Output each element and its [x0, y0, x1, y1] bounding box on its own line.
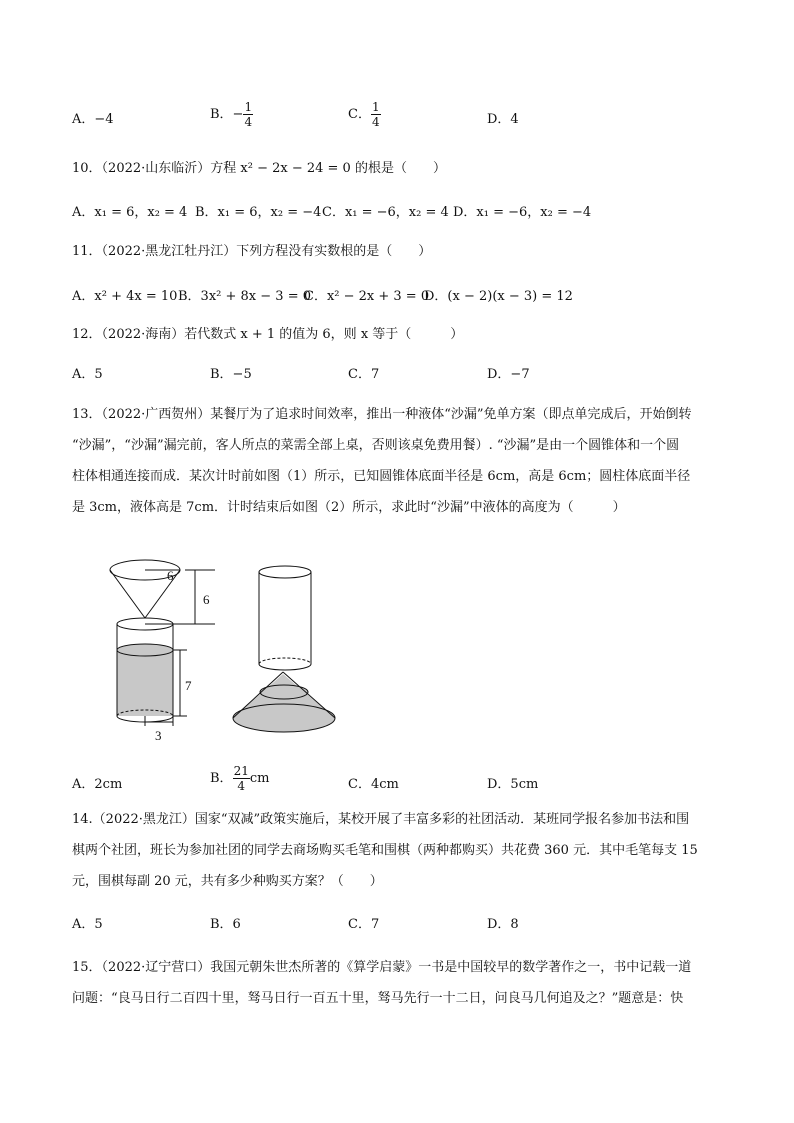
- liquid-height-label: 7: [185, 678, 192, 693]
- q14-line: 14.（2022·黑龙江）国家“双减”政策实施后，某校开展了丰富多彩的社团活动．某班同学报名参加书法和围: [72, 812, 690, 827]
- q13-line: “沙漏”，“沙漏”漏完前，客人所点的菜需全部上桌，否则该桌免费用餐）. “沙漏”是由一个圆锥体和一个圆: [72, 438, 680, 453]
- q9-b-denominator: 4: [244, 115, 253, 129]
- q13-line: 柱体相通连接而成．某次计时前如图（1）所示，已知圆锥体底面半径是 6cm，高是 6cm；圆柱体底面半径: [72, 469, 691, 484]
- q10-stem: 10．（2022·山东临沂）方程 x² − 2x − 24 = 0 的根是（ ）: [72, 161, 446, 176]
- q13-b-denominator: 4: [237, 779, 246, 793]
- q15-stem: [72, 956, 722, 1018]
- q12-stem: 12．（2022·海南）若代数式 x + 1 的值为 6，则 x 等于（ ）: [72, 327, 464, 342]
- liquid-surface: [117, 644, 173, 656]
- q13-option-d: D．5cm: [487, 777, 539, 792]
- q13-option-b-prefix: B．: [210, 771, 233, 786]
- cylinder-liquid: [117, 650, 173, 716]
- fig2-cylinder-bottom-front: [259, 664, 311, 670]
- q14-option-b: B．6: [210, 917, 241, 932]
- q12-option-d: D．−7: [487, 367, 530, 382]
- q14-option-a: A．5: [72, 917, 103, 932]
- q11-option-d: D．(x − 2)(x − 3) = 12: [424, 289, 573, 304]
- q12-option-b: B．−5: [210, 367, 252, 382]
- cone-left-edge: [110, 570, 145, 618]
- q10-option-a: A．x₁ = 6，x₂ = 4: [72, 205, 188, 220]
- q13-option-b-fraction: [233, 764, 250, 793]
- q12-option-a: A．5: [72, 367, 103, 382]
- q14-stem: [72, 808, 722, 901]
- q13-option-c: C．4cm: [348, 777, 399, 792]
- q15-line: 问题：“良马日行二百四十里，驽马日行一百五十里，驽马先行一十二日，问良马几何追及之？”题意是：快: [72, 991, 684, 1006]
- q9-b-numerator: 1: [244, 100, 253, 114]
- q9-option-a: A．−4: [72, 112, 114, 127]
- q9-option-c-fraction: [371, 100, 381, 129]
- q12-option-c: C．7: [348, 367, 380, 382]
- q13-line: 13．（2022·广西贺州）某餐厅为了追求时间效率，推出一种液体“沙漏”免单方案（即点单完成后，开始倒转: [72, 407, 692, 422]
- q14-option-d: D．8: [487, 917, 519, 932]
- q13-b-numerator: 21: [233, 764, 249, 778]
- cone-right-edge: [145, 570, 180, 618]
- q15-line: 15．（2022·辽宁营口）我国元朝朱世杰所著的《算学启蒙》一书是中国较早的数学著作之一，书中记载一道: [72, 960, 692, 975]
- q9-c-denominator: 4: [371, 115, 380, 129]
- cone-radius-label: 6: [167, 568, 174, 583]
- q14-line: 棋两个社团，班长为参加社团的同学去商场购买毛笔和围棋（两种都购买）共花费 360 元．其中毛笔每支 15: [72, 843, 698, 858]
- cylinder-radius-label: 3: [155, 728, 162, 743]
- fig2-cone-base: [233, 704, 335, 732]
- q13-option-b-unit: cm: [249, 771, 270, 786]
- hourglass-figure: [105, 550, 345, 750]
- q9-option-b-prefix: B．−: [210, 107, 244, 122]
- q11-option-a: A．x² + 4x = 10: [72, 289, 178, 304]
- q13-option-a: A．2cm: [72, 777, 123, 792]
- q14-line: 元，围棋每副 20 元，共有多少种购买方案？（ ）: [72, 874, 383, 889]
- fig2-cylinder-bottom-back: [259, 658, 311, 664]
- q14-option-c: C．7: [348, 917, 380, 932]
- q11-option-b: B．3x² + 8x − 3 = 0: [178, 289, 311, 304]
- fig2-cylinder-top: [259, 566, 311, 578]
- q11-option-c: C．x² − 2x + 3 = 0: [304, 289, 430, 304]
- q9-option-c-prefix: C．: [348, 107, 371, 122]
- q13-option-b: [210, 764, 269, 793]
- q10-option-b: B．x₁ = 6，x₂ = −4: [195, 205, 322, 220]
- q11-stem: 11．（2022·黑龙江牡丹江）下列方程没有实数根的是（ ）: [72, 244, 432, 259]
- q9-option-d: D．4: [487, 112, 519, 127]
- q9-option-c: [348, 100, 381, 129]
- q10-option-c: C．x₁ = −6，x₂ = 4: [322, 205, 449, 220]
- q10-option-d: D．x₁ = −6，x₂ = −4: [453, 205, 592, 220]
- q9-c-numerator: 1: [371, 100, 380, 114]
- q9-option-b: [210, 100, 253, 129]
- q13-stem: [72, 403, 722, 527]
- q9-option-b-fraction: [243, 100, 253, 129]
- cone-height-label: 6: [203, 592, 210, 607]
- q13-line: 是 3cm，液体高是 7cm．计时结束后如图（2）所示，求此时“沙漏”中液体的高度为（ ）: [72, 500, 626, 515]
